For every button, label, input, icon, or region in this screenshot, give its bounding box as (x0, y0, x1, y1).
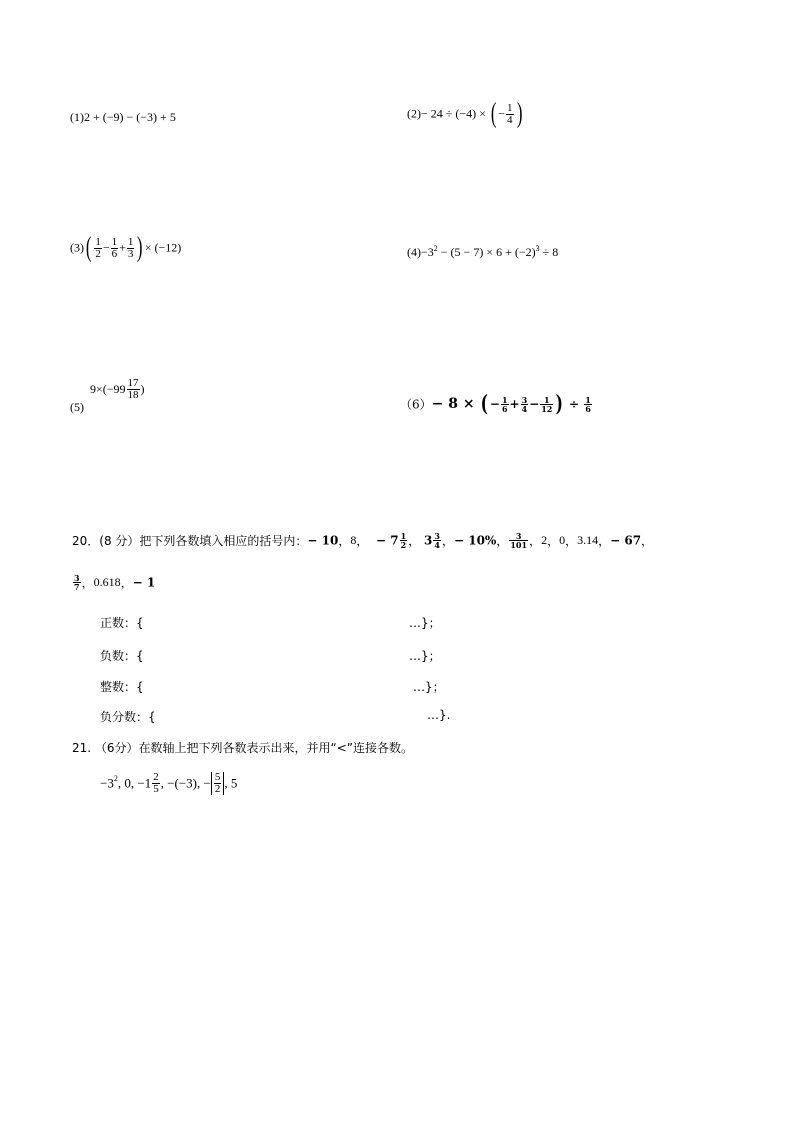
q20-number: − 10 (307, 533, 339, 548)
problem-5-post: ) (140, 382, 145, 396)
problem-5-label: (5) (70, 400, 84, 414)
problem-6-sign: − (489, 397, 500, 411)
problem-2-fraction: $\frac{1}{4}$ (507, 101, 513, 126)
problem-4-term-b: − (5 − 7) × 6 + (−2) (437, 245, 536, 259)
problem-6-fraction-1: $\frac{1}{6}$ (501, 394, 508, 414)
negative-numbers-end: …}； (409, 649, 441, 663)
q20-fraction: $\frac{3}{7}$ (74, 573, 80, 592)
q21-absolute-value: $\frac{5}{2}$ (211, 772, 225, 795)
q21-term: − (203, 775, 211, 791)
problem-4-term-a: −3 (421, 245, 434, 259)
question-20-heading: 20．(8 分）把下列各数填入相应的括号内： (72, 534, 308, 548)
q20-number: 0.618 (93, 575, 121, 589)
problem-3-fraction-1: $\frac{1}{2}$ (95, 235, 101, 260)
positive-numbers-label: 正数：{ (100, 616, 144, 630)
problem-3-tail: × (−12) (144, 240, 182, 255)
problem-5-fraction: $\frac{17}{18}$ (127, 377, 139, 401)
question-21-heading: 21. （6分）在数轴上把下列各数表示出来，并用“<”连接各数。 (72, 741, 414, 755)
question-21-numbers: $-3^2$, 0, −1 $\frac{2}{5}$ , −(−3), − $\frac{5}{2}$ , 5 (100, 771, 238, 795)
q20-number: − 10% (453, 533, 497, 548)
problem-2-expression: − 24 ÷ (−4) × (421, 106, 489, 121)
problem-2-sign: − (498, 106, 505, 121)
problem-6-fraction-3: $\frac{1}{12}$ (541, 394, 553, 414)
q21-fraction: $\frac{2}{5}$ (153, 771, 159, 795)
problem-3-op-2: + (119, 240, 126, 255)
q20-fraction: $\frac{3}{101}$ (510, 531, 528, 550)
q20-number: 3.14 (577, 533, 599, 547)
q20-number: − 7 (376, 533, 399, 548)
problem-6-op-1: + (509, 397, 520, 411)
positive-numbers-end: …}； (409, 616, 441, 630)
problem-6-fraction-2: $\frac{3}{4}$ (521, 394, 528, 414)
problem-3-label: (3) (70, 240, 84, 255)
problem-2: (2)− 24 ÷ (−4) × ( − $\frac{1}{4}$ ) (407, 98, 522, 129)
problem-4-exp-b: 3 (535, 244, 540, 253)
q21-term: 5 (230, 775, 238, 791)
q20-number: 0 (559, 533, 566, 547)
problem-5-pre: 9×(−99 (90, 382, 126, 396)
problem-1-expression: 2 + (−9) − (−3) + 5 (84, 110, 176, 124)
problem-4-label: (4) (407, 245, 421, 259)
q20-number: 2 (541, 533, 548, 547)
problem-6-divide: ÷ (564, 397, 584, 411)
problem-4-term-c: ÷ 8 (539, 245, 559, 259)
problem-2-label: (2) (407, 106, 421, 121)
q20-number: − 67 (610, 533, 642, 548)
problem-4-exp-a: 2 (433, 244, 438, 253)
problem-1 (70, 110, 176, 125)
q21-term: −1 (137, 775, 152, 791)
problem-3: (3)( $\frac{1}{2}$ − $\frac{1}{6}$ + $\frac{1}{3}$ ) × (−12) (70, 232, 182, 263)
q21-term: −(−3) (167, 775, 198, 791)
problem-6-label: （6） (400, 397, 432, 412)
problem-1-label: (1) (70, 110, 84, 124)
negative-fractions-label: 负分数：{ (100, 710, 156, 724)
q20-number: − 1 (132, 575, 156, 590)
q20-number: 3 (424, 533, 433, 548)
problem-6-pre: − 8 × (431, 396, 480, 412)
q20-number: 8 (350, 533, 357, 547)
question-20-line-2: $\frac{3}{7}$ ，0.618，− 1 (74, 573, 156, 592)
problem-3-fraction-3: $\frac{1}{3}$ (127, 235, 134, 260)
negative-fractions-end: …}. (427, 708, 451, 722)
problem-3-fraction-2: $\frac{1}{6}$ (111, 235, 118, 260)
problem-6-op-2: − (529, 397, 540, 411)
problem-5 (90, 378, 145, 401)
problem-6: （6）− 8 × ( − $\frac{1}{6}$ + $\frac{3}{4}$ − $\frac{1}{12}$ ) ÷ $\frac{1}{6}$ (400, 391, 591, 417)
q20-fraction: $\frac{3}{4}$ (434, 531, 440, 550)
q21-term: 0 (124, 775, 131, 791)
problem-4 (407, 244, 558, 260)
problem-6-fraction-4: $\frac{1}{6}$ (585, 394, 591, 414)
integers-label: 整数：{ (100, 680, 144, 694)
negative-numbers-label: 负数：{ (100, 649, 144, 663)
q21-term: −3 (100, 775, 114, 791)
question-20-line-1: 20．(8 分）把下列各数填入相应的括号内：− 10，8， − 7 $\frac{1}{2}$ ， 3 $\frac{3}{4}$ ，− 10%， $\frac{3}{101}$ ，2，0，3.14，− 67， (72, 531, 654, 550)
integers-end: …}； (413, 680, 445, 694)
q20-fraction: $\frac{1}{2}$ (400, 531, 407, 550)
problem-3-op-1: − (102, 240, 110, 255)
